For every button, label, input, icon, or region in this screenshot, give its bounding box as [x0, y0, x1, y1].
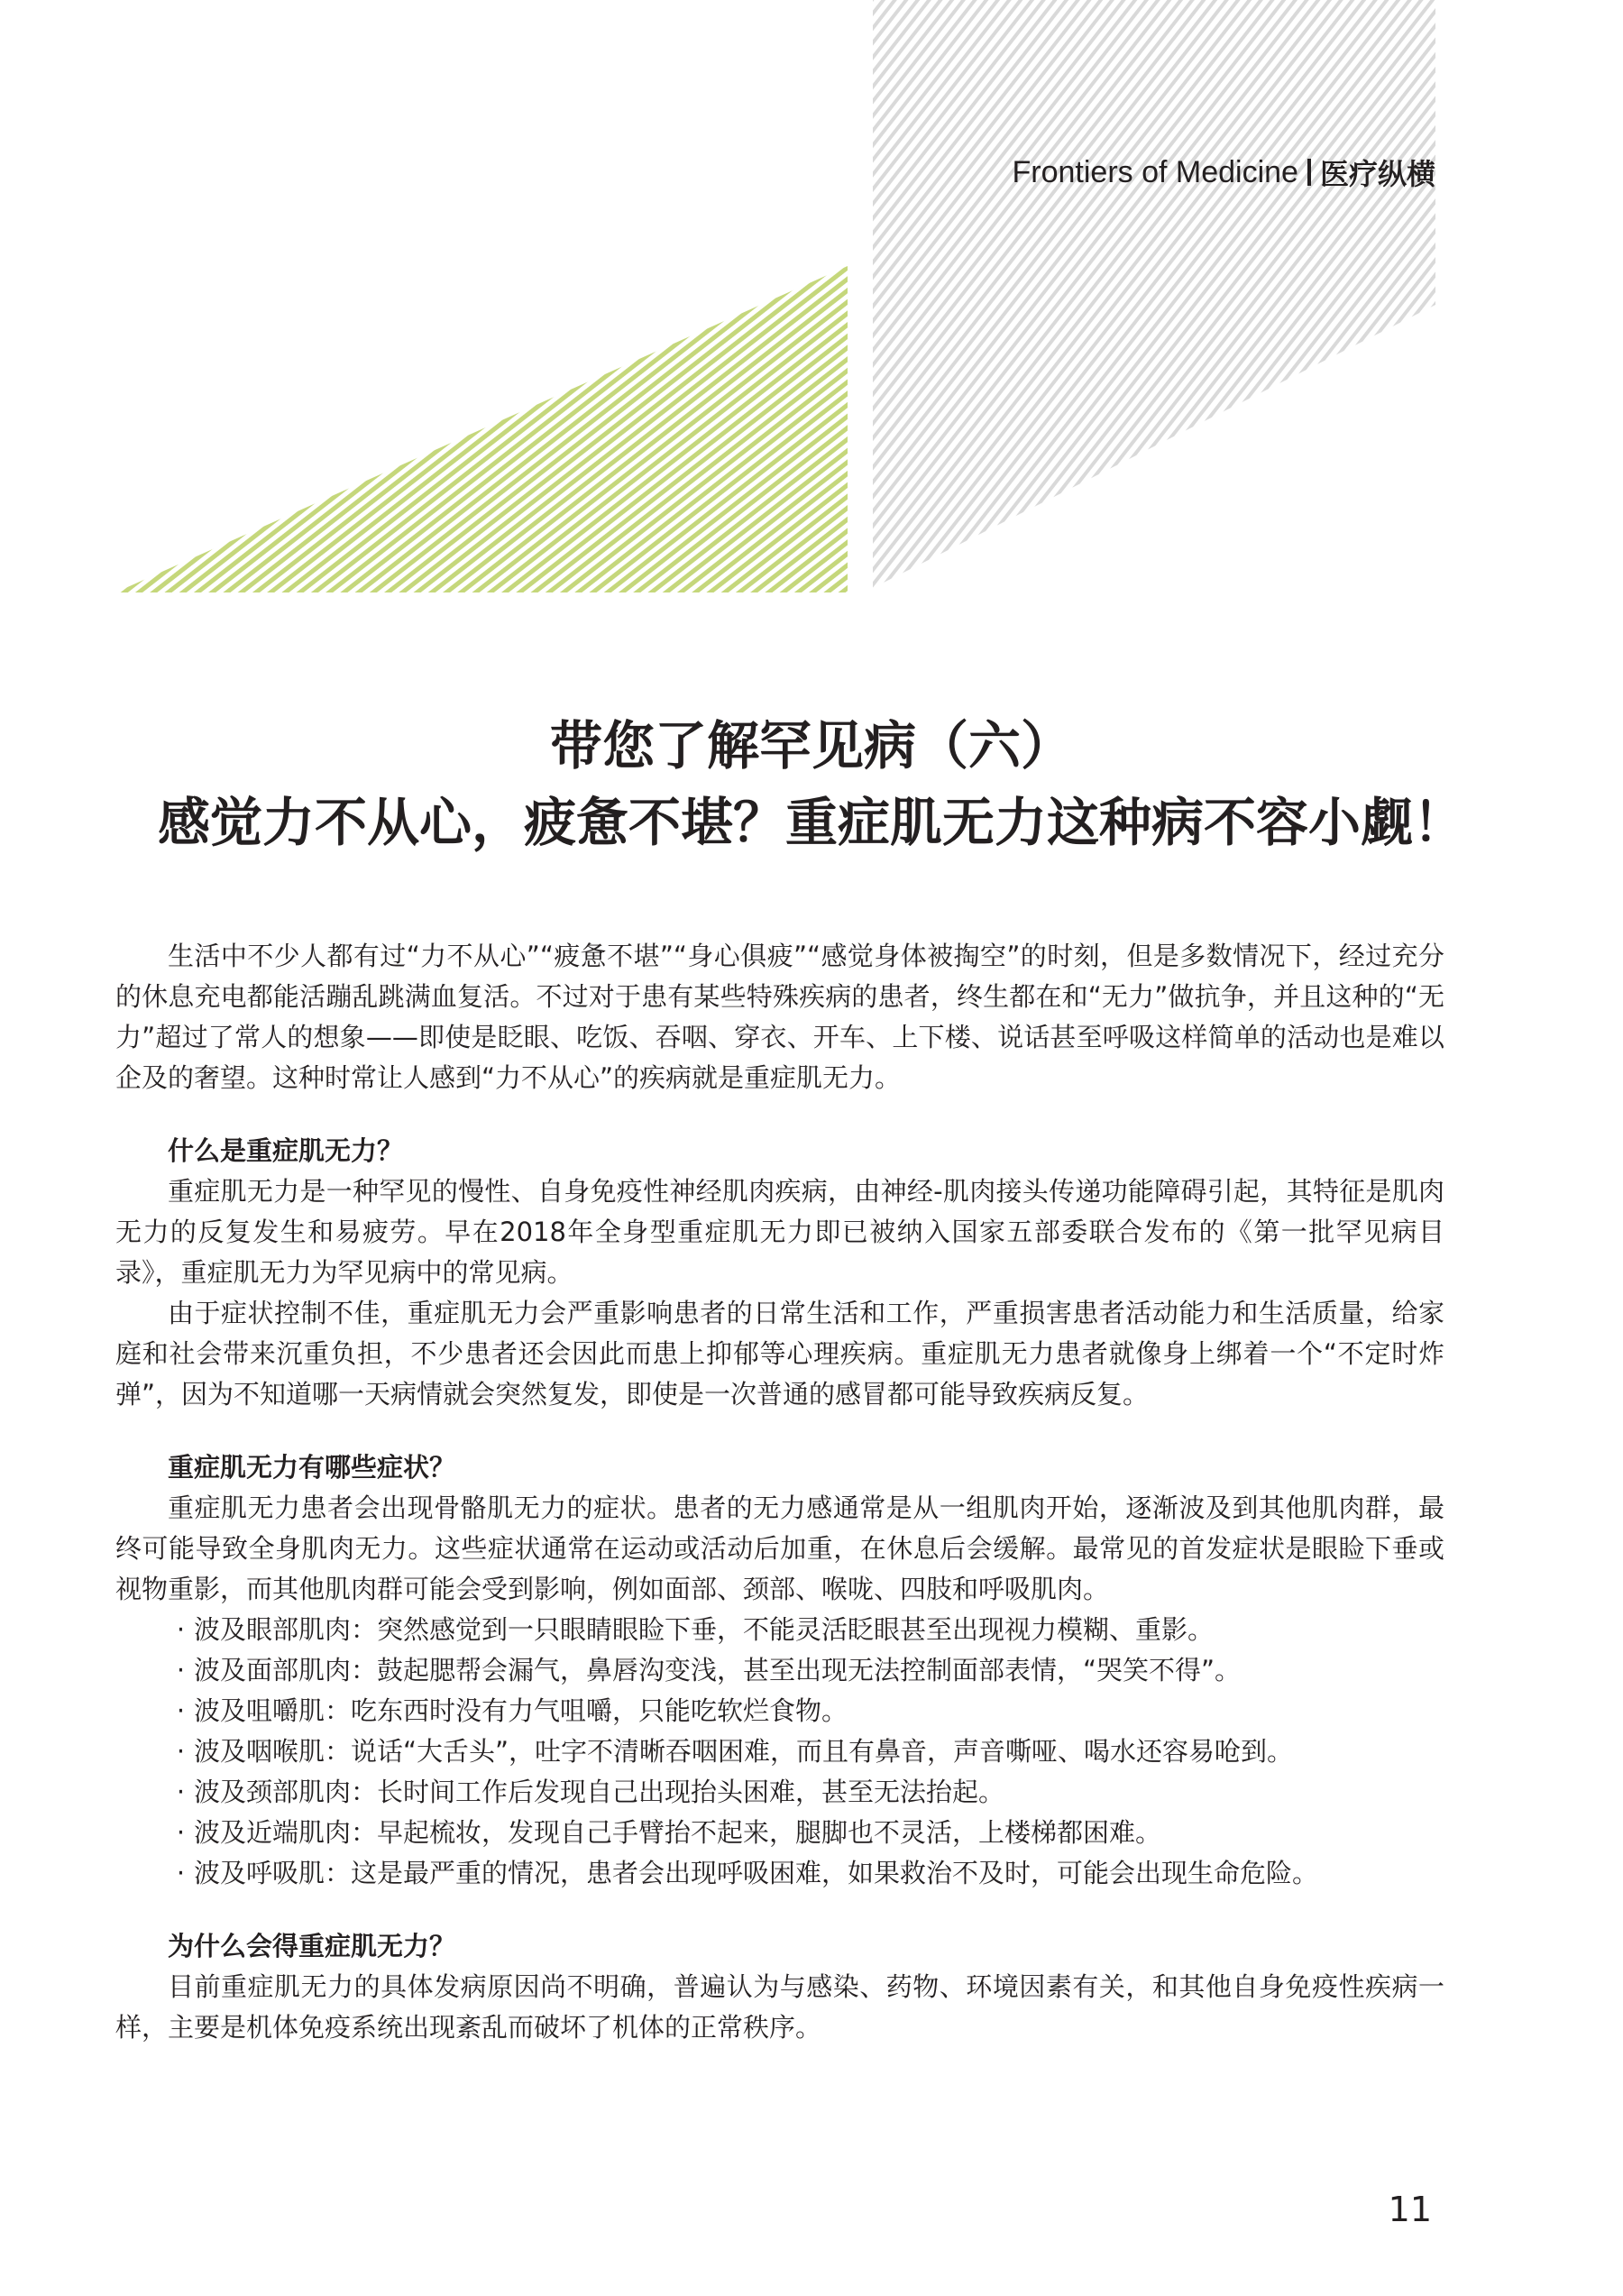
list-item-text: 波及眼部肌肉：突然感觉到一只眼睛眼睑下垂，不能灵活眨眼甚至出现视力模糊、重影。	[194, 1614, 1215, 1645]
running-header	[1013, 152, 1435, 193]
section-heading-symptoms: 重症肌无力有哪些症状？	[168, 1452, 456, 1483]
list-item	[115, 1691, 1444, 1731]
intro-paragraph: 生活中不少人都有过“力不从心”“疲惫不堪”“身心俱疲”“感觉身体被掏空”的时刻，但是多数情况下，经过充分的休息充电都能活蹦乱跳满血复活。不过对于患有某些特殊疾病的患者，终生都在和“无力”做抗争，并且这种的“无力”超过了常人的想象——即使是眨眼、吃饭、吞咽、穿衣、开车、上下楼、说话甚至呼吸这样简单的活动也是难以企及的奢望。这种时常让人感到“力不从心”的疾病就是重症肌无力。	[115, 941, 1444, 1093]
decorative-stripes	[0, 0, 1623, 631]
bullet-dot: ·	[176, 1614, 186, 1645]
list-item-text: 波及面部肌肉：鼓起腮帮会漏气，鼻唇沟变浅，甚至出现无法控制面部表情，“哭笑不得”。	[194, 1655, 1242, 1685]
list-item	[115, 1853, 1444, 1894]
section-paragraph: 目前重症肌无力的具体发病原因尚不明确，普遍认为与感染、药物、环境因素有关，和其他自身免疫性疾病一样，主要是机体免疫系统出现紊乱而破坏了机体的正常秩序。	[115, 1971, 1444, 2043]
article-body	[115, 936, 1444, 2048]
list-item	[115, 1772, 1444, 1813]
list-item	[115, 1731, 1444, 1772]
article-title-line2: 感觉力不从心，疲惫不堪？重症肌无力这种病不容小觑！	[157, 792, 1465, 853]
list-item	[115, 1813, 1444, 1853]
list-item-text: 波及近端肌肉：早起梳妆，发现自己手臂抬不起来，腿脚也不灵活，上楼梯都困难。	[194, 1817, 1162, 1848]
bullet-dot: ·	[176, 1817, 186, 1848]
bullet-dot: ·	[176, 1695, 186, 1726]
article-title-line1: 带您了解罕见病（六）	[549, 715, 1073, 776]
bullet-dot: ·	[176, 1655, 186, 1685]
section-paragraph: 重症肌无力患者会出现骨骼肌无力的症状。患者的无力感通常是从一组肌肉开始，逐渐波及到其他肌肉群，最终可能导致全身肌肉无力。这些症状通常在运动或活动后加重，在休息后会缓解。最常见的首发症状是眼睑下垂或视物重影，而其他肌肉群可能会受到影响，例如面部、颈部、喉咙、四肢和呼吸肌肉。	[115, 1492, 1444, 1604]
header-separator	[1307, 159, 1311, 186]
section-heading-what: 什么是重症肌无力？	[168, 1135, 404, 1166]
list-item-text: 波及颈部肌肉：长时间工作后发现自己出现抬头困难，甚至无法抬起。	[194, 1777, 1005, 1807]
header-chinese: 医疗纵横	[1319, 157, 1435, 191]
section-paragraph: 重症肌无力是一种罕见的慢性、自身免疫性神经肌肉疾病，由神经-肌肉接头传递功能障碍引起，其特征是肌肉无力的反复发生和易疲劳。早在2018年全身型重症肌无力即已被纳入国家五部委联合发布的《第一批罕见病目录》，重症肌无力为罕见病中的常见病。	[115, 1176, 1444, 1288]
list-item-text: 波及咽喉肌：说话“大舌头”，吐字不清晰吞咽困难，而且有鼻音，声音嘶哑、喝水还容易呛到。	[194, 1736, 1294, 1767]
symptom-list	[115, 1610, 1444, 1894]
gray-wedge-stripes	[873, 0, 1435, 588]
list-item-text: 波及咀嚼肌：吃东西时没有力气咀嚼，只能吃软烂食物。	[194, 1695, 848, 1726]
list-item	[115, 1650, 1444, 1691]
page-number: 11	[1388, 2190, 1432, 2229]
bullet-dot: ·	[176, 1777, 186, 1807]
bullet-dot: ·	[176, 1736, 186, 1767]
section-heading-causes: 为什么会得重症肌无力？	[168, 1931, 456, 1961]
green-triangle-stripes	[115, 266, 848, 592]
section-paragraph: 由于症状控制不佳，重症肌无力会严重影响患者的日常生活和工作，严重损害患者活动能力和生活质量，给家庭和社会带来沉重负担，不少患者还会因此而患上抑郁等心理疾病。重症肌无力患者就像身上绑着一个“不定时炸弹”，因为不知道哪一天病情就会突然复发，即使是一次普通的感冒都可能导致疾病反复。	[115, 1298, 1444, 1410]
list-item-text: 波及呼吸肌：这是最严重的情况，患者会出现呼吸困难，如果救治不及时，可能会出现生命危险。	[194, 1858, 1319, 1888]
bullet-dot: ·	[176, 1858, 186, 1888]
list-item	[115, 1610, 1444, 1650]
header-english: Frontiers of Medicine	[1012, 154, 1298, 189]
